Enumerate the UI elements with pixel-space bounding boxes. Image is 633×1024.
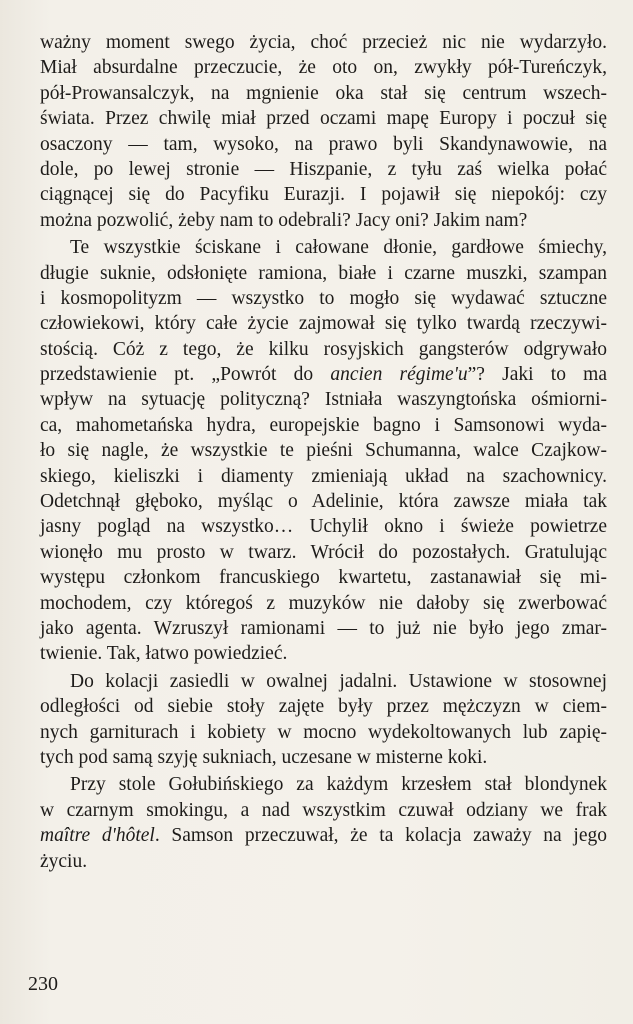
text-run: pół-Prowansalczyk, na mgnienie oka stał się centrum wszech- [40,82,607,104]
text-run: Miał absurdalne przeczucie, że oto on, zwykły pół-Turеńczyk, [40,57,607,79]
text-line [40,362,607,387]
paragraph [40,669,607,771]
text-line [40,669,607,694]
italic-phrase: ancien régime'u [330,364,468,386]
text-line [40,55,607,80]
text-run: świata. Przez chwilę miał przed oczami mapę Europy i poczuł się [40,108,607,130]
text-run: tych pod samą szyję sukniach, uczesane w misterne koki. [40,746,488,768]
text-run: osaczony — tam, wysoko, na prawo byli Skandynawowie, na [40,133,607,155]
text-line [40,616,607,641]
text-line [40,565,607,590]
text-run: mochodem, czy któregoś z muzyków nie dałoby się zwerbować [40,592,607,614]
text-line [40,261,607,286]
text-run: stością. Cóż z tego, że kilku rosyjskich gangsterów odgrywało [40,338,607,360]
text-run: długie suknie, odsłonięte ramiona, białe i czarne muszki, szampan [40,262,607,284]
text-run: jako agenta. Wzruszył ramionami — to już nie było jego zmar- [40,617,607,639]
text-run: . Samson przeczuwał, że ta kolacja zaważy na jego [154,825,607,847]
page-number: 230 [28,973,58,995]
text-run: Odetchnął głęboko, myśląc o Adelinie, która zawsze miała tak [40,491,607,513]
text-line [40,745,607,770]
text-run: ło się nagle, że wszystkie te pieśni Schumanna, walce Czajkow- [40,440,607,462]
text-line [40,772,607,797]
text-line [40,798,607,823]
text-run: można pozwolić, żeby nam to odebrali? Jacy oni? Jakim nam? [40,209,528,231]
text-line [40,540,607,565]
text-run: ”? Jaki to ma [467,364,607,386]
text-line [40,387,607,412]
text-line [40,464,607,489]
text-line [40,81,607,106]
text-line [40,720,607,745]
text-run: Do kolacji zasiedli w owalnej jadalni. Ustawione w stosownej [70,670,607,692]
text-run: odległości od siebie stoły zajęte były przez mężczyzn w ciem- [40,696,607,718]
paragraph [40,772,607,874]
text-line [40,694,607,719]
text-line [40,413,607,438]
text-run: wpływ na sytuację polityczną? Istniała waszyngtońska ośmiorni- [40,389,607,411]
text-line [40,157,607,182]
text-line [40,849,607,874]
text-line [40,132,607,157]
text-line [40,208,607,233]
text-run: przedstawienie pt. „Powrót do [40,364,331,386]
text-line [40,30,607,55]
paragraph [40,30,607,233]
text-line [40,514,607,539]
text-line [40,641,607,666]
text-run: wionęło mu prosto w twarz. Wrócił do pozostałych. Gratulując [40,541,607,563]
text-run: występu członkom francuskiego kwartetu, zastanawiał się mi- [40,567,607,589]
paragraph [40,235,607,667]
text-line [40,337,607,362]
text-line [40,235,607,260]
italic-phrase: maître d'hôtel [40,825,155,847]
text-run: życiu. [40,850,88,872]
text-run: twienie. Tak, łatwo powiedzieć. [40,643,288,665]
text-line [40,438,607,463]
text-run: i kosmopolityzm — wszystko to mogło się wydawać sztuczne [40,287,607,309]
text-line [40,591,607,616]
text-line [40,106,607,131]
text-run: skiego, kieliszki i diamenty zmieniają układ na szachownicy. [40,465,607,487]
text-run: jasny pogląd na wszystko… Uchylił okno i świeże powietrze [40,516,607,538]
text-line [40,823,607,848]
text-run: dole, po lewej stronie — Hiszpanie, z tyłu zaś wielka połać [40,158,607,180]
text-run: człowiekowi, który całe życie zajmował się tylko twardą rzeczywi- [40,313,607,335]
text-run: ca, mahometańska hydra, europejskie bagno i Samsonowi wyda- [40,414,607,436]
text-line [40,311,607,336]
text-line [40,182,607,207]
text-run: ciągnącej się do Pacyfiku Eurazji. I pojawił się niepokój: czy [40,184,607,206]
text-line [40,489,607,514]
text-run: Przy stole Gołubińskiego za każdym krzesłem stał blondynek [70,774,607,796]
text-line [40,286,607,311]
text-run: w czarnym smokingu, a nad wszystkim czuwał odziany we frak [40,799,607,821]
text-run: nych garniturach i kobiety w mocno wydekoltowanych lub zapię- [40,721,607,743]
body-text [40,30,607,874]
text-run: ważny moment swego życia, choć przecież nic nie wydarzyło. [40,32,607,53]
text-run: Te wszystkie ściskane i całowane dłonie, gardłowe śmiechy, [70,237,607,259]
